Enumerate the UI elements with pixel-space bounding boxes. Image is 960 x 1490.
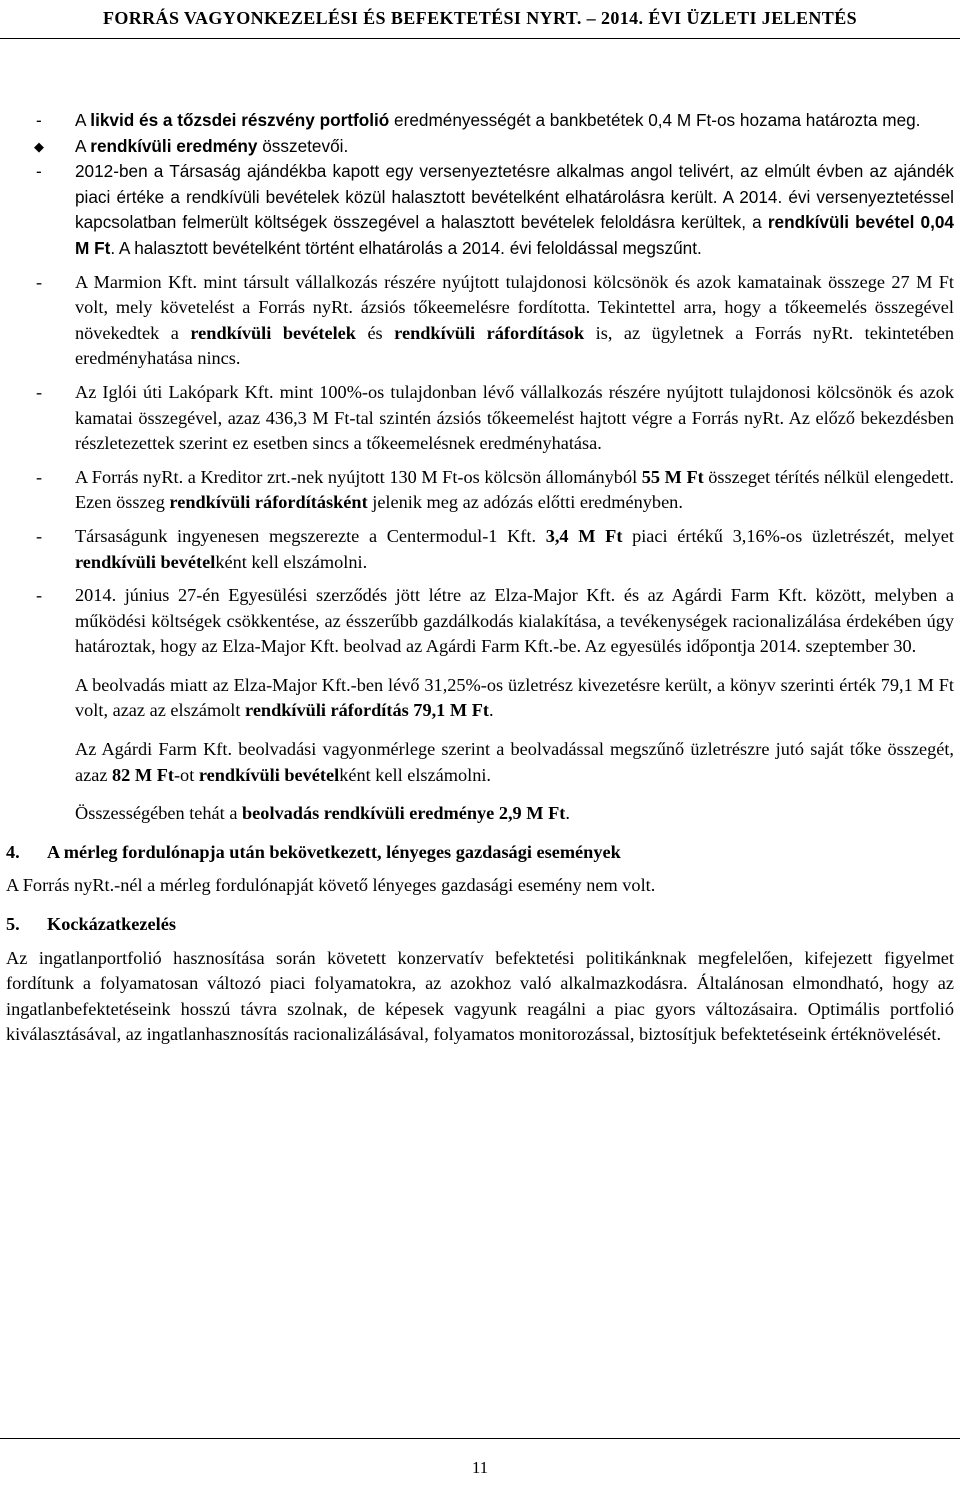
dash-marker: - [36, 271, 43, 292]
document-body [6, 108, 954, 1048]
dash-marker: - [36, 466, 43, 487]
page-number: 11 [471, 1458, 489, 1477]
list-item-marmion: - A Marmion Kft. mint társult vállalkozás részére nyújtott tulajdonosi kölcsönök és azok kamatainak összege 27 M Ft volt, mely követelést a Forrás nyRt. ázsiós tőkeemelésre fordította. Tekintettel arra, hogy a tőkeemelés összegével növekedtek a rendkívüli bevételek és rendkívüli ráfordítások is, az ügyletnek a Forrás nyRt. tekintetében eredményhatása nincs. [36, 271, 954, 369]
list-item-merger: - 2014. június 27-én Egyesülési szerződés jött létre az Elza-Major Kft. és az Agárdi Farm Kft. között, melyben a működési költségek csökkentése, az ésszerűbb gazdálkodás kialakítása, a tevékenységek racionalizálása érdekében úgy határoztak, hogy az Elza-Major Kft. beolvad az Agárdi Farm Kft.-be. Az egyesülés időpontja 2014. szeptember 30. [36, 585, 954, 657]
section-5-text: Az ingatlanportfolió hasznosítása során követett konzervatív befektetési politikánknak megfelelően, kifejezett figyelmet fordítunk a folyamatosan változó piaci folyamatokra, az azokhoz való alkalmazkodásra. Általánosan elmondható, hogy az ingatlanbefektetéseink hosszú távra szolnak, de képesek vagyunk reagálni a piac gyors változásaira. Optimális portfolió kiválasztásával, az ingatlanhasznosítás racionalizálásával, folyamatos monitorozással, biztosítjuk befektetéseink értéknövelését. [6, 947, 954, 1045]
bullet-extraordinary-result: ◆ A rendkívüli eredmény összetevői. [6, 134, 954, 160]
section-number: 5. [6, 914, 20, 935]
header-title: FORRÁS VAGYONKEZELÉSI ÉS BEFEKTETÉSI NYRT. – 2014. ÉVI ÜZLETI JELENTÉS [102, 8, 858, 28]
section-5-heading [6, 912, 954, 938]
dash-marker: - [36, 585, 43, 606]
footer-divider [0, 1438, 960, 1439]
dash-marker: - [36, 381, 43, 402]
list-item-iglo-lakopark: - Az Iglói úti Lakópark Kft. mint 100%-os tulajdonban lévő vállalkozás részére nyújtott tulajdonosi kölcsönök és azok kamatai összegével, azaz 436,3 M Ft-tal szintén ázsiós tőkeemelést hajtott végre a Forrás nyRt. Az előző bekezdésben részletezettek szerint ez esetben sincs a tőkeemelésnek eredményhatása. [36, 381, 954, 454]
list-item-centermodul: - Társaságunk ingyenesen megszerezte a Centermodul-1 Kft. 3,4 M Ft piaci értékű 3,16%-os üzletrészét, melyet rendkívüli bevételként kell elszámolni. [36, 525, 954, 572]
merger-summary: Összességében tehát a beolvadás rendkívüli eredménye 2,9 M Ft. [75, 803, 570, 824]
diamond-bullet-icon: ◆ [34, 138, 44, 154]
section-4-heading [6, 840, 954, 866]
merger-detail-elza-major: A beolvadás miatt az Elza-Major Kft.-ben lévő 31,25%-os üzletrész kivezetésre került, a könyv szerinti érték 79,1 M Ft volt, azaz az elszámolt rendkívüli ráfordítás 79,1 M Ft. [75, 674, 954, 721]
section-title: A mérleg fordulónapja után bekövetkezett, lényeges gazdasági események [47, 841, 621, 862]
merger-detail-agardi-farm: Az Agárdi Farm Kft. beolvadási vagyonmérlege szerint a beolvadással megszűnő üzletrészre jutó saját tőke összegét, azaz 82 M Ft-ot rendkívüli bevételként kell elszámolni. [75, 739, 954, 785]
dash-marker: - [36, 110, 42, 130]
section-4-text: A Forrás nyRt.-nél a mérleg fordulónapját követő lényeges gazdasági esemény nem volt. [6, 875, 656, 896]
section-title: Kockázatkezelés [47, 914, 176, 935]
page-header [0, 0, 960, 38]
dash-marker: - [36, 525, 43, 546]
dash-marker: - [36, 161, 42, 182]
list-item-thoroughbred: - 2012-ben a Társaság ajándékba kapott egy versenyeztetésre alkalmas angol telivért, az elmúlt évben az ajándék piaci értéke a rendkívüli bevételek közül halasztott bevételként elhatárolásra került. A 2014. évi versenyeztetéssel kapcsolatban felmerült költségek összegével a halasztott bevételek feloldásra kerültek, a rendkívüli bevétel 0,04 M Ft. A halasztott bevételként történt elhatárolás a 2014. évi feloldással megszűnt. [36, 161, 954, 258]
list-item-liquid-portfolio: - A likvid és a tőzsdei részvény portfolió eredményességét a bankbetétek 0,4 M Ft-os hozama határozta meg. [6, 108, 954, 134]
section-number: 4. [6, 841, 20, 862]
header-divider [0, 38, 960, 39]
list-item-kreditor: - A Forrás nyRt. a Kreditor zrt.-nek nyújtott 130 M Ft-os kölcsön állományból 55 M Ft összeget térítés nélkül elengedett. Ezen összeg rendkívüli ráfordításként jelenik meg az adózás előtti eredményben. [36, 466, 954, 513]
